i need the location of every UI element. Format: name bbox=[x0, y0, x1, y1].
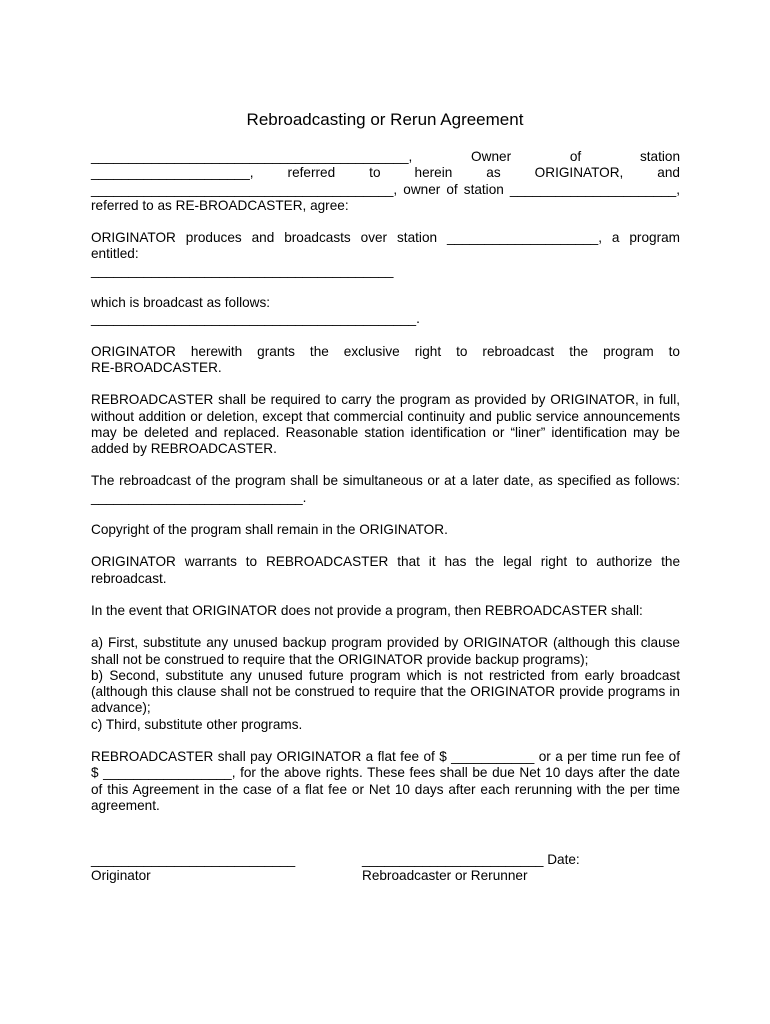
parties-line-3: ________________________________________, owner of station ______________________, bbox=[91, 181, 680, 197]
parties-line-4: referred to as RE-BROADCASTER, agree: bbox=[91, 197, 349, 213]
program-line-2: entitled: bbox=[91, 246, 139, 262]
signature-block bbox=[91, 852, 680, 892]
parties-line-2: _____________________, referred to herein as ORIGINATOR, and bbox=[91, 165, 680, 181]
copyright-paragraph: Copyright of the program shall remain in the ORIGINATOR. bbox=[91, 522, 448, 538]
schedule-line-1: The rebroadcast of the program shall be simultaneous or at a later date, as specified as follows: bbox=[91, 473, 680, 489]
program-title-blank: ________________________________________ bbox=[91, 262, 394, 278]
event-paragraph: In the event that ORIGINATOR does not provide a program, then REBROADCASTER shall: bbox=[91, 602, 643, 618]
broadcast-schedule-blank: ___________________________________________. bbox=[91, 311, 420, 327]
originator-signature bbox=[91, 852, 295, 885]
rebroadcaster-signature bbox=[362, 852, 580, 885]
document-title: Rebroadcasting or Rerun Agreement bbox=[246, 110, 524, 129]
rebroadcaster-label: Rebroadcaster or Rerunner bbox=[362, 868, 528, 884]
schedule-blank: ____________________________. bbox=[91, 489, 307, 505]
originator-label: Originator bbox=[91, 868, 151, 884]
grant-line-2: RE-BROADCASTER. bbox=[91, 359, 222, 375]
fees-paragraph: REBROADCASTER shall pay ORIGINATOR a flat fee of $ ___________ or a per time run fee of $ _________________, for the above rights. These fees shall be due Net 10 days after the date of this Agreement in the case of a flat fee or Net 10 days after each rerunning with the per time agreement. bbox=[91, 749, 680, 813]
warranty-paragraph: ORIGINATOR warrants to REBROADCASTER that it has the legal right to authorize the rebroadcast. bbox=[91, 554, 680, 586]
document-body bbox=[91, 149, 680, 814]
carry-paragraph: REBROADCASTER shall be required to carry the program as provided by ORIGINATOR, in full, without addition or deletion, except that commercial continuity and public service announcements may be deleted and replaced. Reasonable station identification or “liner” identification may be added by REBROADCASTER. bbox=[91, 392, 680, 457]
rebroadcaster-signature-line: ________________________ Date: bbox=[362, 852, 580, 867]
clause-c: c) Third, substitute other programs. bbox=[91, 716, 303, 732]
grant-line-1: ORIGINATOR herewith grants the exclusive right to rebroadcast the program to bbox=[91, 343, 680, 359]
parties-line-1: __________________________________________, Owner of station bbox=[91, 149, 680, 164]
clause-a: a) First, substitute any unused backup program provided by ORIGINATOR (although this clause shall not be construed to require that the ORIGINATOR provide backup programs); bbox=[91, 635, 680, 667]
program-line-1: ORIGINATOR produces and broadcasts over station ____________________, a program bbox=[91, 230, 680, 246]
broadcast-line-1: which is broadcast as follows: bbox=[91, 295, 271, 311]
clause-b: b) Second, substitute any unused future program which is not restricted from early broadcast (although this clause shall not be construed to require that the ORIGINATOR provide programs in advance); bbox=[91, 667, 680, 716]
originator-signature-line: ___________________________ bbox=[91, 852, 296, 867]
